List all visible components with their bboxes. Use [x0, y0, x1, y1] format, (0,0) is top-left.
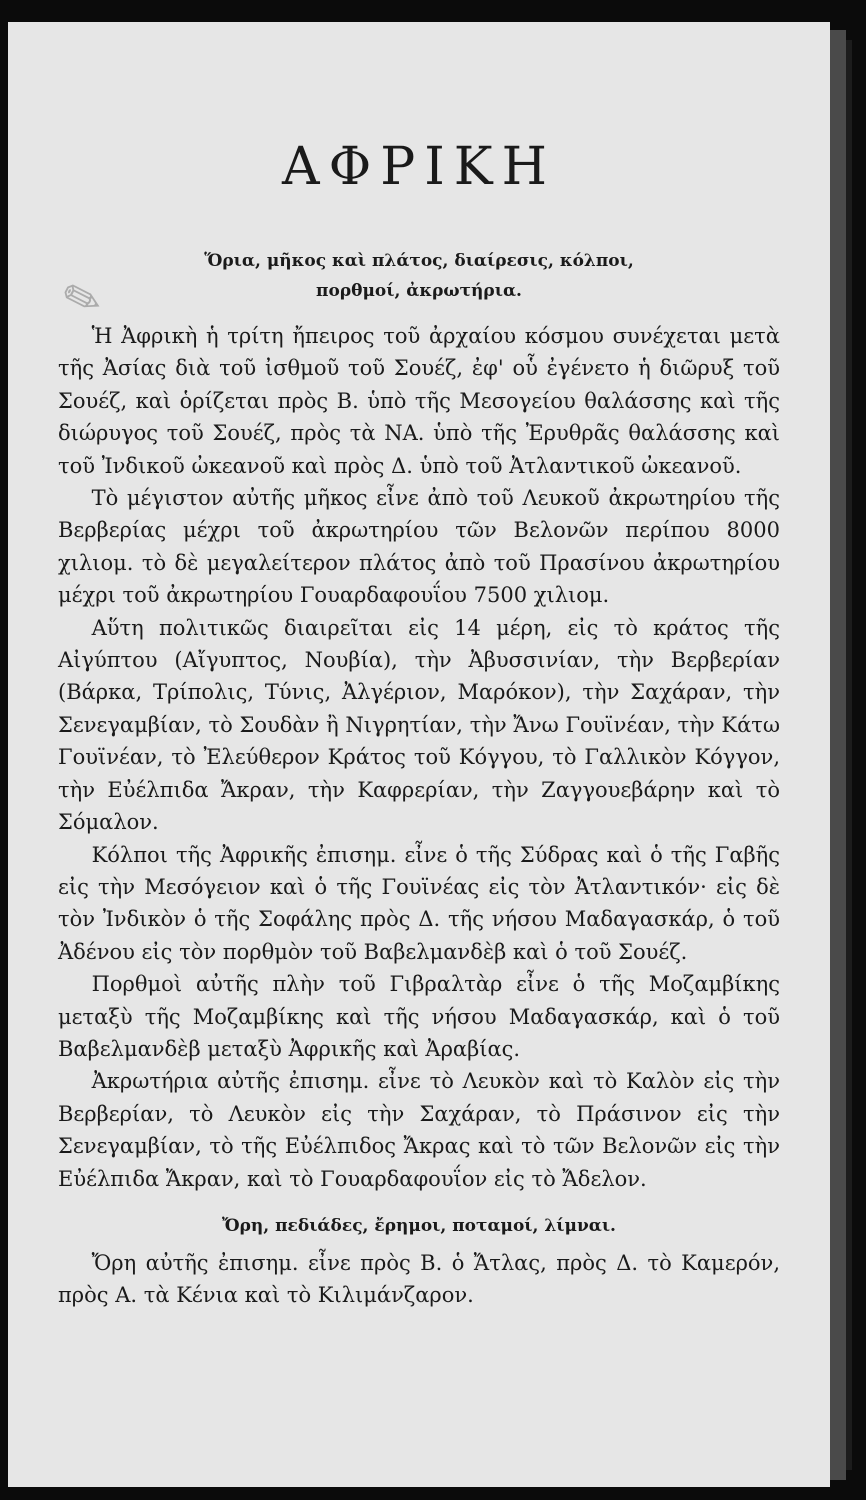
page-title: ΑΦΡΙΚΗ [282, 137, 556, 197]
page-edge-shadow [830, 30, 846, 1480]
paragraph-political-division: Αὕτη πολιτικῶς διαιρεῖται εἰς 14 μέρη, εἰς τὸ κράτος τῆς Αἰγύπτου (Αἴγυπτος, Νουβία), τὴν Ἀβυσσινίαν, τὴν Βερβερίαν (Βάρκα, Τρίπολις, Τύνις, Ἀλγέριον, Μαρόκον), τὴν Σαχάραν, τὴν Σενεγαμβίαν, τὸ Σουδὰν ἢ Νιγρητίαν, τὴν Ἄνω Γουϊνέαν, τὴν Κάτω Γουϊνέαν, τὸ Ἐλεύθερον Κράτος τοῦ Κόγγου, τὸ Γαλλικὸν Κόγγον, τὴν Εὐέλπιδα Ἄκραν, τὴν Καφρερίαν, τὴν Ζαγγουεβάρην καὶ τὸ Σόμαλον. [58, 615, 780, 835]
paragraph-gulfs: Κόλποι τῆς Ἀφρικῆς ἐπισημ. εἶνε ὁ τῆς Σύδρας καὶ ὁ τῆς Γαβῆς εἰς τὴν Μεσόγειον καὶ ὁ τῆς Γουϊνέας εἰς τὸν Ἀτλαντικόν· εἰς δὲ τὸν Ἰνδικὸν ὁ τῆς Σοφάλης πρὸς Δ. τῆς νήσου Μαδαγασκάρ, ὁ τοῦ Ἀδένου εἰς τὸν πορθμὸν τοῦ Βαβελμανδὲβ καὶ ὁ τοῦ Σουέζ. [58, 842, 780, 964]
page-content [55, 132, 780, 1312]
section-heading: Ὅρια, μῆκος καὶ πλάτος, διαίρεσις, κόλποι, [204, 251, 634, 271]
paragraph-boundaries: Ἡ Ἀφρικὴ ἡ τρίτη ἤπειρος τοῦ ἀρχαίου κόσμου συνέχεται μετὰ τῆς Ἀσίας διὰ τοῦ ἰσθμοῦ τοῦ Σουέζ, ἐφ' οὗ ἐγένετο ἡ διῶρυξ τοῦ Σουέζ, καὶ ὁρίζεται πρὸς Β. ὑπὸ τῆς Μεσογείου θαλάσσης καὶ τῆς διώρυγος τοῦ Σουέζ, πρὸς τὰ ΝΑ. ὑπὸ τῆς Ἐρυθρᾶς θαλάσσης καὶ τοῦ Ἰνδικοῦ ὠκεανοῦ καὶ πρὸς Δ. ὑπὸ τοῦ Ἀτλαντικοῦ ὠκεανοῦ. [58, 324, 780, 478]
paragraph-dimensions: Τὸ μέγιστον αὐτῆς μῆκος εἶνε ἀπὸ τοῦ Λευκοῦ ἀκρωτηρίου τῆς Βερβερίας μέχρι τοῦ ἀκρωτηρίου τῶν Βελονῶν περίπου 8000 χιλιομ. τὸ δὲ μεγαλείτερον πλάτος ἀπὸ τοῦ Πρασίνου ἀκρωτηρίου μέχρι τοῦ ἀκρωτηρίου Γουαρδαφουΐου 7500 χιλιομ. [58, 486, 780, 608]
page-edge-dark [846, 40, 852, 1470]
handwritten-mark: ✎ [55, 267, 109, 331]
paragraph-capes: Ἀκρωτήρια αὐτῆς ἐπισημ. εἶνε τὸ Λευκὸν καὶ τὸ Καλὸν εἰς τὴν Βερβερίαν, τὸ Λευκὸν εἰς τὴν Σαχάραν, τὸ Πράσινον εἰς τὴν Σενεγαμβίαν, τὸ τῆς Εὐέλπιδος Ἄκρας καὶ τὸ τῶν Βελονῶν εἰς τὴν Εὐέλπιδα Ἄκραν, καὶ τὸ Γουαρδαφουΐον εἰς τὸ Ἄδελον. [58, 1069, 780, 1191]
scanned-page [8, 22, 830, 1487]
paragraph-straits: Πορθμοὶ αὐτῆς πλὴν τοῦ Γιβραλτὰρ εἶνε ὁ τῆς Μοζαμβίκης μεταξὺ τῆς Μοζαμβίκης καὶ τῆς νήσου Μαδαγασκάρ, καὶ ὁ τοῦ Βαβελμανδὲβ μεταξὺ Ἀφρικῆς καὶ Ἀραβίας. [58, 972, 780, 1061]
section-heading-mountains: Ὄρη, πεδιάδες, ἔρημοι, ποταμοί, λίμναι. [222, 1215, 616, 1236]
paragraph-mountains: Ὄρη αὐτῆς ἐπισημ. εἶνε πρὸς Β. ὁ Ἄτλας, πρὸς Δ. τὸ Καμερόν, πρὸς Α. τὰ Κένια καὶ τὸ Κιλιμάνζαρον. [58, 1250, 780, 1308]
section-heading-continued: πορθμοί, ἀκρωτήρια. [316, 281, 522, 301]
